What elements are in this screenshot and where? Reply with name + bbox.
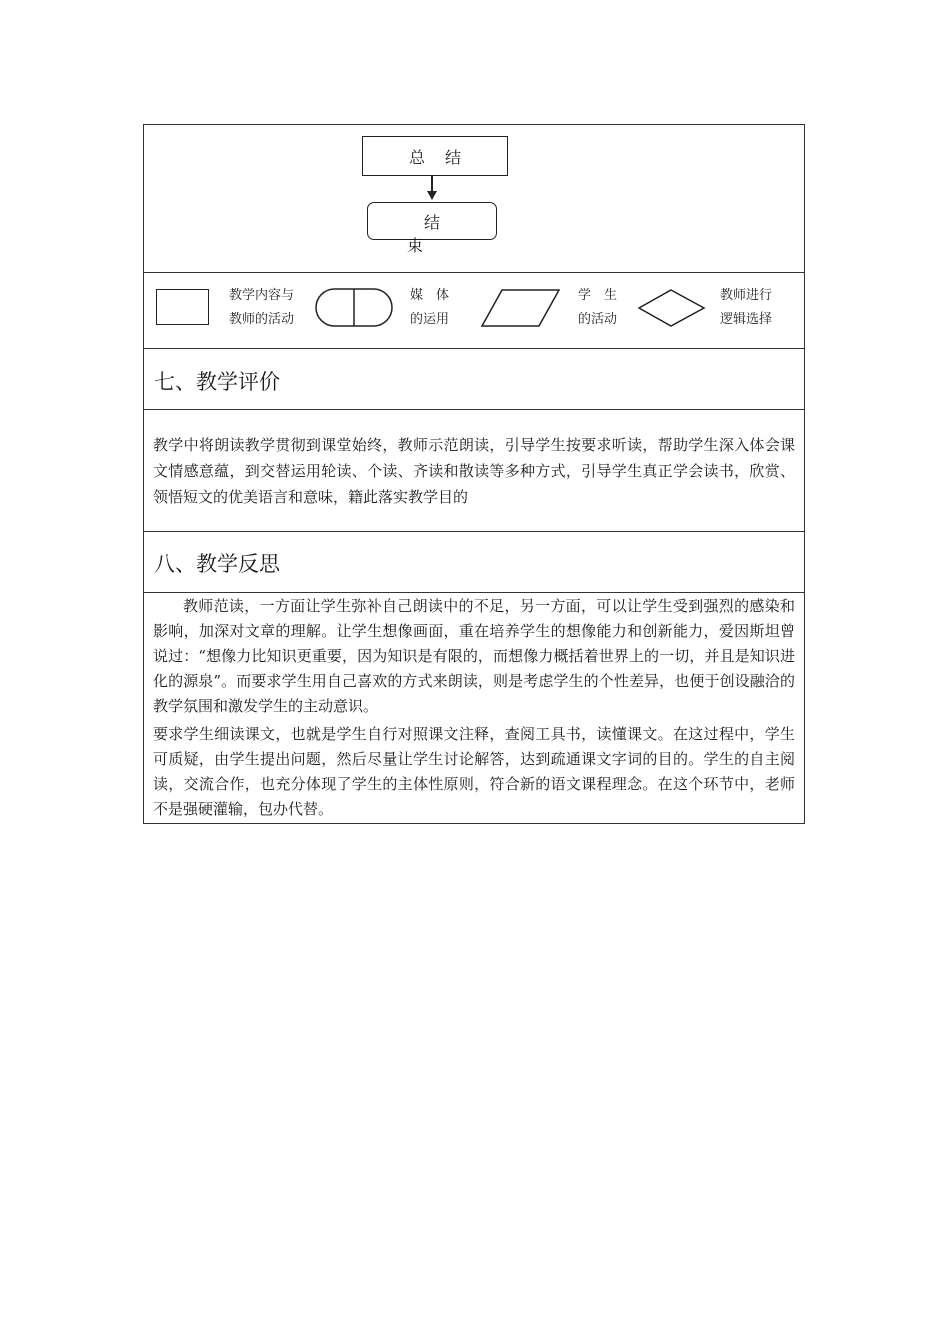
legend-caption-2: 媒 体 的运用 (410, 288, 450, 327)
section7-heading: 七、教学评价 (154, 370, 280, 394)
end-label: 结束 (406, 213, 474, 255)
lesson-plan-table (143, 124, 805, 824)
summary-box (362, 136, 508, 176)
summary-label: 总结 (408, 148, 481, 167)
section8-body (153, 593, 795, 822)
flow-arrowhead-icon (427, 191, 437, 200)
legend-caption-4: 教师进行 逻辑选择 (720, 288, 773, 327)
rectangle-icon (156, 289, 209, 325)
section8-paragraph-2: 要求学生细读课文，也就是学生自行对照课文注释，查阅工具书，读懂课文。在这过程中，学生可质疑，由学生提出问题，然后尽量让学生讨论解答，达到疏通课文字词的目的。学生的自主阅读，交流合作，也充分体现了学生的主体性原则，符合新的语文课程理念。在这个环节中，老师不是强硬灌输，包办代替。 (153, 725, 795, 818)
legend-cell (143, 273, 805, 349)
flowchart-cell (143, 124, 805, 273)
section7-body-cell (143, 410, 805, 532)
parallelogram-icon (481, 289, 561, 329)
section7-heading-cell (143, 349, 805, 410)
capsule-icon (315, 288, 395, 328)
section8-body-cell (143, 593, 805, 824)
legend-caption-3: 学 生 的活动 (578, 288, 618, 327)
section8-heading: 八、教学反思 (154, 552, 280, 576)
diamond-icon (638, 289, 706, 329)
section8-paragraph-1: 教师范读，一方面让学生弥补自己朗读中的不足，另一方面，可以让学生受到强烈的感染和影响，加深对文章的理解。让学生想像画面，重在培养学生的想像能力和创新能力，爱因斯坦曾说过：“想像力比知识更重要，因为知识是有限的，而想像力概括着世界上的一切，并且是知识进化的源泉”。而要求学生用自己喜欢的方式来朗读，则是考虑学生的个性差异，也便于创设融洽的教学氛围和激发学生的主动意识。 (153, 597, 795, 715)
section8-heading-cell (143, 532, 805, 593)
end-terminator-box (367, 202, 497, 255)
section7-body: 教学中将朗读教学贯彻到课堂始终，教师示范朗读，引导学生按要求听读，帮助学生深入体会课文情感意蕴，到交替运用轮读、个读、齐读和散读等多种方式，引导学生真正学会读书，欣赏、领悟短文的优美语言和意味，籍此落实教学目的 (153, 436, 795, 506)
legend-caption-1: 教学内容与 教师的活动 (229, 288, 295, 327)
